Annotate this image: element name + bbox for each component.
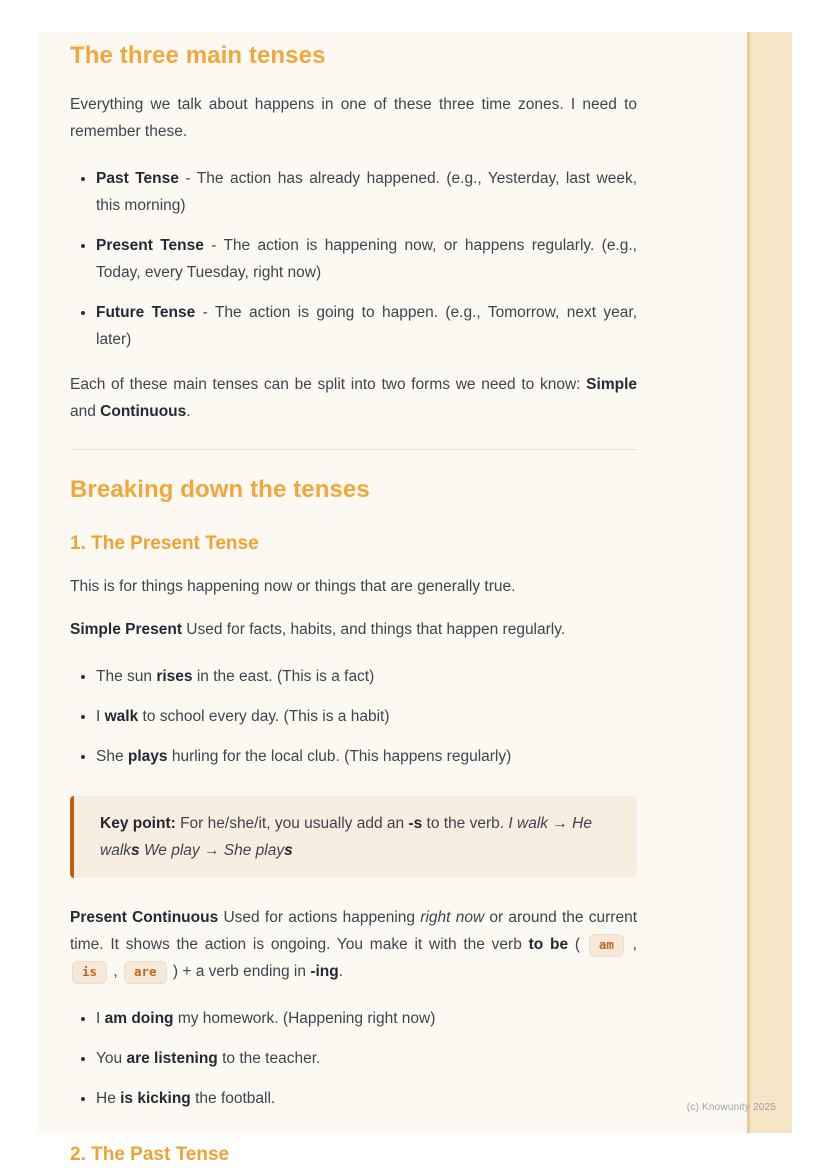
present-continuous-examples-list <box>70 1005 637 1112</box>
key-point-callout <box>70 796 637 878</box>
split-note-paragraph: Each of these main tenses can be split into two forms we need to know: Simple and Continuous. <box>70 375 637 420</box>
list-item-future-tense: • Future Tense - The action is going to happen. (e.g., Tomorrow, next year, later) <box>96 299 637 353</box>
notes-page <box>38 32 792 1166</box>
tense-overview-list <box>70 165 637 353</box>
watermark: (c) Knowunity 2025 <box>686 1102 776 1113</box>
list-item-sun-rises: • The sun rises in the east. (This is a fact) <box>96 663 637 690</box>
list-item-past-tense: • Past Tense - The action has already happened. (e.g., Yesterday, last week, this morning) <box>96 165 637 219</box>
list-item-present-tense: • Present Tense - The action is happening now, or happens regularly. (e.g., Today, every Tuesday, right now) <box>96 232 637 286</box>
simple-present-paragraph: Simple Present Used for facts, habits, and things that happen regularly. <box>70 621 566 639</box>
key-point-text: Key point: For he/she/it, you usually add an -s to the verb. I walk → He walks We play → She plays <box>100 815 592 860</box>
list-item-are-listening: • You are listening to the teacher. <box>96 1045 637 1072</box>
simple-present-examples-list <box>70 663 637 770</box>
list-item-am-doing: • I am doing my homework. (Happening right now) <box>96 1005 637 1032</box>
list-item-she-plays: • She plays hurling for the local club. (This happens regularly) <box>96 743 637 770</box>
present-lead-paragraph: This is for things happening now or things that are generally true. <box>70 578 516 596</box>
list-item-is-kicking: • He is kicking the football. <box>96 1085 637 1112</box>
heading-breaking-down: Breaking down the tenses <box>70 475 370 503</box>
list-item-i-walk: • I walk to school every day. (This is a habit) <box>96 703 637 730</box>
section-divider <box>70 449 637 450</box>
present-continuous-paragraph: Present Continuous Used for actions happening right now or around the current time. It shows the action is ongoing. You make it with the verb to be ( am , is , are ) + a verb ending in -ing. <box>70 904 637 985</box>
heading-three-main-tenses: The three main tenses <box>70 42 326 69</box>
page-content <box>38 32 792 1167</box>
intro-paragraph: Everything we talk about happens in one of these three time zones. I need to remember these. <box>70 95 637 140</box>
heading-past-tense: 2. The Past Tense <box>70 1144 230 1166</box>
heading-present-tense: 1. The Present Tense <box>70 532 259 554</box>
